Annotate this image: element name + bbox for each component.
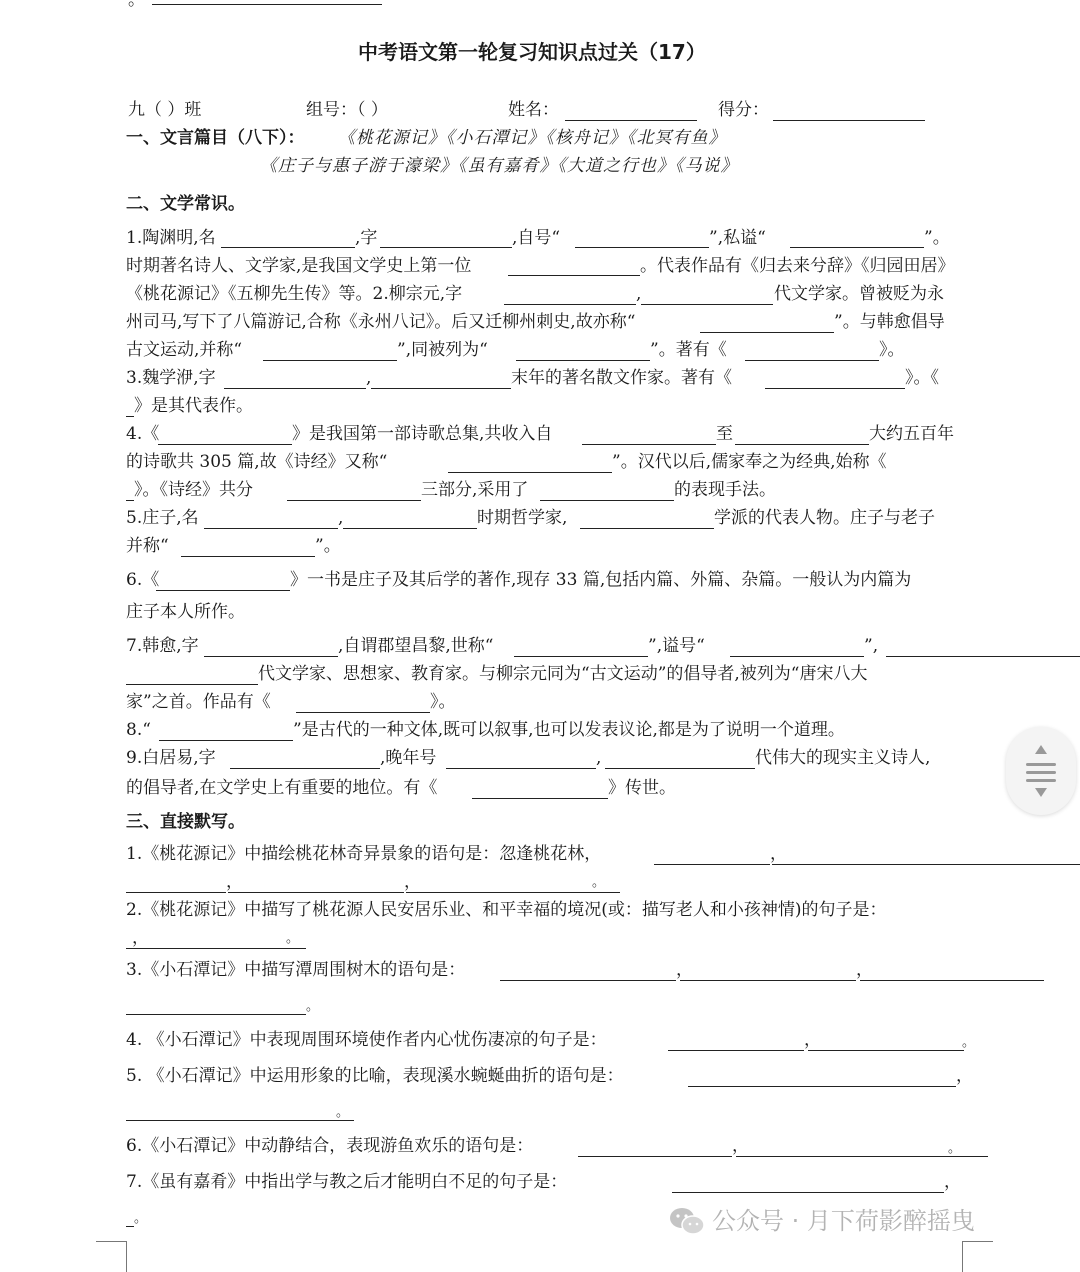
text: 三部分,采用了 (421, 480, 529, 500)
blank (159, 740, 293, 741)
text: 至 (716, 424, 733, 444)
text: 3.魏学洢,字 (126, 368, 216, 388)
text: 代文学家、思想家、教育家。与柳宗元同为“古文运动”的倡导者,被列为“唐宋八大 (258, 664, 868, 684)
text: 》。《诗经》共分 (134, 480, 253, 500)
blank (126, 684, 258, 685)
comma: ， (226, 872, 243, 892)
text: 学派的代表人物。庄子与老子 (714, 508, 935, 528)
watermark (668, 1205, 975, 1237)
text: 末年的著名散文作家。著有《 (511, 368, 732, 388)
page-title: 中考语文第一轮复习知识点过关（17） (358, 40, 706, 64)
text: ”是古代的一种文体,既可以叙事,也可以发表议论,都是为了说明一个道理。 (293, 720, 845, 740)
blank (126, 892, 226, 893)
blank (860, 980, 1044, 981)
text: ”, (864, 636, 879, 656)
blank (578, 1156, 732, 1157)
comma: ， (676, 960, 693, 980)
section1-heading: 一、文言篇目（八下）： (126, 128, 305, 148)
blank (126, 1014, 306, 1015)
q6-text: 6.《小石潭记》中动静结合，表现游鱼欢乐的语句是： (126, 1136, 534, 1156)
blank (126, 416, 134, 417)
blank (688, 1086, 956, 1087)
comma: ， (132, 928, 149, 948)
blank (886, 656, 1080, 657)
text: 大约五百年 (869, 424, 954, 444)
text: 并称“ (126, 536, 169, 556)
blank (730, 656, 864, 657)
blank (668, 1050, 804, 1051)
blank (296, 712, 430, 713)
blank (680, 980, 856, 981)
text: , (636, 284, 642, 304)
blank (287, 500, 421, 501)
period: 。 (134, 1211, 148, 1226)
text: 》是我国第一部诗歌总集,共收入自 (292, 424, 553, 444)
period: 。 (592, 875, 606, 890)
blank (230, 768, 380, 769)
section1-line1: 《桃花源记》《小石潭记》《核舟记》《北冥有鱼》 (338, 128, 727, 148)
blank (516, 360, 650, 361)
score-blank (773, 120, 925, 121)
blank (228, 892, 404, 893)
blank (204, 656, 338, 657)
text: 。代表作品有《归去来兮辞》《归园田居》 (640, 256, 955, 276)
text: ”。 (924, 228, 950, 248)
comma: ， (770, 844, 787, 864)
blank (540, 500, 674, 501)
comma: ， (732, 1136, 749, 1156)
blank (406, 892, 620, 893)
blank (126, 948, 306, 949)
q1-text: 1.《桃花源记》中描绘桃花林奇异景象的语句是：忽逢桃花林， (126, 844, 602, 864)
text: 的诗歌共 305 篇,故《诗经》又称“ (126, 452, 388, 472)
blank (745, 360, 879, 361)
blank (446, 768, 596, 769)
text: ”。汉代以后,儒家奉之为经典,始称《 (612, 452, 887, 472)
text: 的表现手法。 (674, 480, 776, 500)
section2-heading: 二、文学常识。 (126, 194, 245, 214)
text: 庄子本人所作。 (126, 602, 245, 622)
blank (204, 528, 338, 529)
text: 》。《 (905, 368, 939, 388)
comma: ， (404, 872, 421, 892)
class-field: 九（ ）班 (128, 100, 202, 120)
name-blank (565, 120, 697, 121)
text: 》。 (430, 692, 456, 712)
text: ,自号“ (512, 228, 561, 248)
comma: ， (856, 960, 873, 980)
text: 家”之首。作品有《 (126, 692, 271, 712)
blank (654, 864, 770, 865)
blank (158, 444, 292, 445)
text: 9.白居易,字 (126, 748, 216, 768)
period: 。 (306, 999, 320, 1014)
wechat-icon (668, 1205, 706, 1237)
blank (472, 798, 608, 799)
blank (126, 500, 134, 501)
blank (371, 388, 511, 389)
watermark-text: 公众号 · 月下荷影醉摇曳 (712, 1207, 975, 1235)
top-cut-mark: 。 (128, 0, 145, 10)
blank (156, 590, 290, 591)
blank (605, 768, 755, 769)
text: 》是其代表作。 (134, 396, 253, 416)
blank (126, 1120, 354, 1121)
text: 《桃花源记》《五柳先生传》等。2.柳宗元,字 (126, 284, 463, 304)
text: 》一书是庄子及其后学的著作,现存 33 篇,包括内篇、外篇、杂篇。一般认为内篇为 (290, 570, 912, 590)
text: 的倡导者,在文学史上有重要的地位。有《 (126, 778, 438, 798)
blank (126, 1226, 134, 1227)
text: 》传世。 (608, 778, 676, 798)
text: 8.“ (126, 720, 151, 740)
blank (508, 275, 640, 276)
text: 7.韩愈,字 (126, 636, 199, 656)
blank (790, 247, 924, 248)
text: 代文学家。曾被贬为永 (774, 284, 944, 304)
blank (221, 247, 355, 248)
comma: ， (944, 1172, 961, 1192)
scroll-widget[interactable] (1006, 727, 1076, 815)
text: ,字 (355, 228, 378, 248)
blank (700, 332, 834, 333)
blank (736, 1156, 988, 1157)
blank (263, 360, 397, 361)
text: 时期著名诗人、文学家,是我国文学史上第一位 (126, 256, 472, 276)
q3-text: 3.《小石潭记》中描写潭周围树木的语句是： (126, 960, 466, 980)
blank (641, 304, 773, 305)
blank (580, 528, 714, 529)
comma: ， (804, 1030, 821, 1050)
section1-line2: 《庄子与惠子游于濠梁》《虽有嘉肴》《大道之行也》《马说》 (260, 156, 739, 176)
section3-heading: 三、直接默写。 (126, 812, 245, 832)
blank (514, 656, 648, 657)
text: ,自谓郡望昌黎,世称“ (338, 636, 494, 656)
score-label: 得分： (718, 100, 769, 120)
blank (500, 980, 676, 981)
text: 4.《 (126, 424, 160, 444)
blank (808, 1050, 964, 1051)
q2-text: 2.《桃花源记》中描写了桃花源人民安居乐业、和平幸福的境况(或：描写老人和小孩神情)的句子是： (126, 900, 887, 920)
text: ”,谥号“ (648, 636, 705, 656)
text: ”。著有《 (650, 340, 727, 360)
text: , (596, 748, 602, 768)
period: 。 (286, 931, 300, 946)
corner-mark-right (962, 1241, 993, 1272)
text: ”,私谥“ (709, 228, 766, 248)
text: ,晚年号 (380, 748, 437, 768)
blank (343, 528, 477, 529)
blank (765, 388, 905, 389)
blank (181, 556, 315, 557)
blank (735, 444, 869, 445)
text: 》。 (879, 340, 905, 360)
top-blank (152, 4, 382, 5)
text: , (338, 508, 344, 528)
blank (672, 1192, 944, 1193)
comma: ， (956, 1066, 973, 1086)
q4-text: 4. 《小石潭记》中表现周围环境使作者内心忧伤凄凉的句子是： (126, 1030, 607, 1050)
text: 州司马,写下了八篇游记,合称《永州八记》。后又迁柳州刺史,故亦称“ (126, 312, 636, 332)
blank (504, 304, 636, 305)
q5-text: 5. 《小石潭记》中运用形象的比喻，表现溪水蜿蜒曲折的语句是： (126, 1066, 624, 1086)
text: ”,同被列为“ (397, 340, 488, 360)
text: 时期哲学家, (477, 508, 568, 528)
scroll-arrows-icon (1006, 727, 1076, 815)
text: 5.庄子,名 (126, 508, 199, 528)
text: 6.《 (126, 570, 160, 590)
text: ”。 (315, 536, 341, 556)
period: 。 (948, 1141, 962, 1156)
group-field: 组号：（ ） (306, 100, 388, 120)
blank (380, 247, 512, 248)
blank (448, 472, 612, 473)
corner-mark-left (96, 1241, 127, 1272)
text: , (366, 368, 372, 388)
text: 1.陶渊明,名 (126, 228, 216, 248)
text: 古文运动,并称“ (126, 340, 243, 360)
blank (582, 444, 716, 445)
q7-text: 7.《虽有嘉肴》中指出学与教之后才能明白不足的句子是： (126, 1172, 568, 1192)
period: 。 (962, 1035, 976, 1050)
period: 。 (336, 1105, 350, 1120)
text: 代伟大的现实主义诗人, (755, 748, 931, 768)
blank (575, 247, 709, 248)
name-label: 姓名： (508, 100, 559, 120)
text: ”。与韩愈倡导 (834, 312, 945, 332)
blank (224, 388, 366, 389)
blank (772, 864, 1080, 865)
